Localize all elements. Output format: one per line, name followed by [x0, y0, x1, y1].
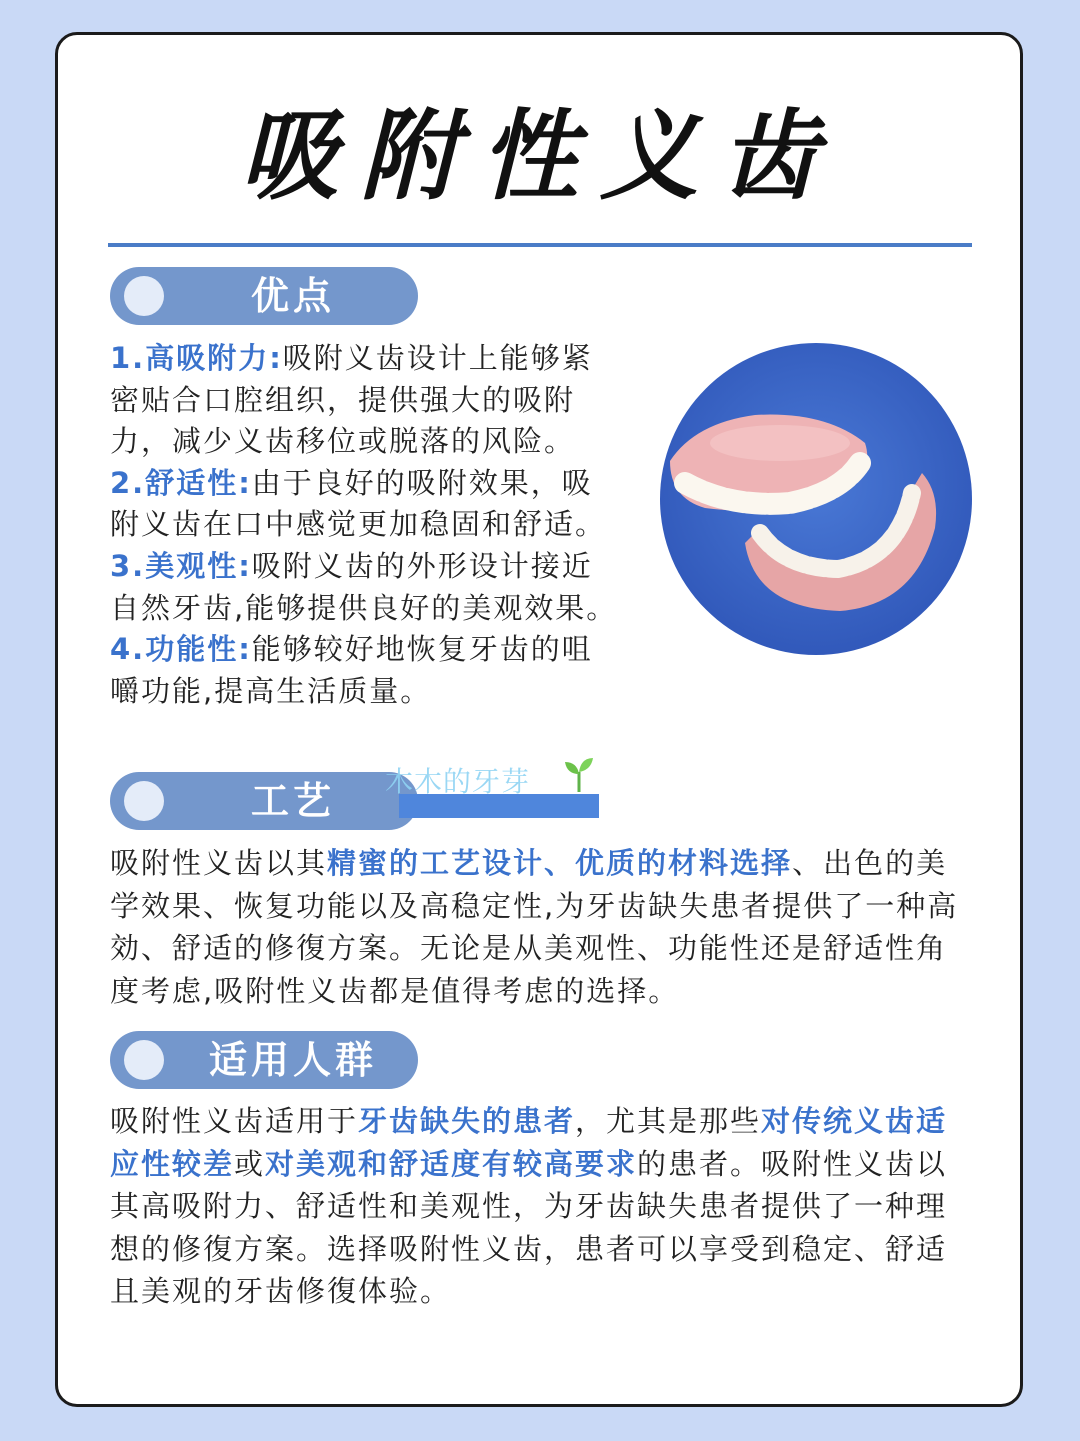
section-heading-label: 工艺 [250, 779, 335, 823]
highlight-span: 对传统义齿适应性较差 [110, 1104, 948, 1181]
denture-photo [660, 343, 972, 655]
item-label: 2.舒适性: [110, 465, 252, 500]
section-heading-label: 优点 [250, 274, 335, 318]
sprout-icon [563, 756, 595, 792]
list-item [110, 546, 620, 629]
craft-paragraph [110, 842, 970, 1012]
item-text: 吸附义齿设计上能够紧密贴合口腔组织，提供强大的吸附力，减少义齿移位或脱落的风险。 [110, 341, 593, 459]
title-divider [108, 243, 972, 247]
section-heading-advantages [110, 267, 418, 325]
text-span: 或 [234, 1146, 266, 1181]
watermark-text: 木木的牙芽 [385, 765, 531, 798]
circle-icon [124, 1040, 164, 1080]
page-title: 吸附性义齿 [239, 100, 840, 214]
item-text: 吸附义齿的外形设计接近自然牙齿,能够提供良好的美观效果。 [110, 548, 618, 625]
highlight-span: 对美观和舒适度有较高要求 [265, 1146, 638, 1181]
circle-icon [124, 781, 164, 821]
text-span: 吸附性义齿适用于 [110, 1104, 359, 1138]
item-label: 1.高吸附力: [110, 341, 283, 375]
list-item [110, 629, 620, 712]
highlight-span: 、 [544, 846, 576, 880]
audience-paragraph [110, 1100, 972, 1313]
list-item [110, 338, 620, 463]
text-span: 、出色的美学效果、恢复功能以及高稳定性,为牙齿缺失患者提供了一种高効、舒适的修復方案。无论是从美观性、功能性还是舒适性角度考虑,吸附性义齿都是值得考虑的选择。 [110, 846, 959, 1008]
highlight-span: 精蜜的工艺设计 [327, 846, 545, 880]
denture-illustration [660, 343, 972, 655]
item-label: 3.美观性: [110, 548, 252, 583]
advantages-list [110, 338, 620, 712]
text-span: 吸附性义齿以其 [110, 846, 328, 880]
circle-icon [124, 276, 164, 316]
watermark [385, 756, 599, 818]
section-heading-craft [110, 772, 418, 830]
section-heading-label: 适用人群 [208, 1038, 377, 1082]
text-span: ，尤其是那些 [575, 1104, 762, 1138]
section-heading-audience [110, 1031, 418, 1089]
highlight-span: 优质的材料选择 [575, 846, 793, 880]
text-span: 的患者。吸附性义齿以其高吸附力、舒适性和美观性，为牙齿缺失患者提供了一种理想的修復方案。选择吸附性义齿，患者可以享受到稳定、舒适且美观的牙齿修復体验。 [110, 1146, 948, 1308]
highlight-span: 牙齿缺失的患者 [358, 1104, 576, 1138]
list-item [110, 463, 620, 546]
item-label: 4.功能性: [110, 632, 252, 667]
item-text: 能够较好地恢复牙齿的咀嚼功能,提高生活质量。 [110, 632, 593, 708]
item-text: 由于良好的吸附效果，吸附义齿在口中感觉更加稳固和舒适。 [110, 465, 607, 542]
